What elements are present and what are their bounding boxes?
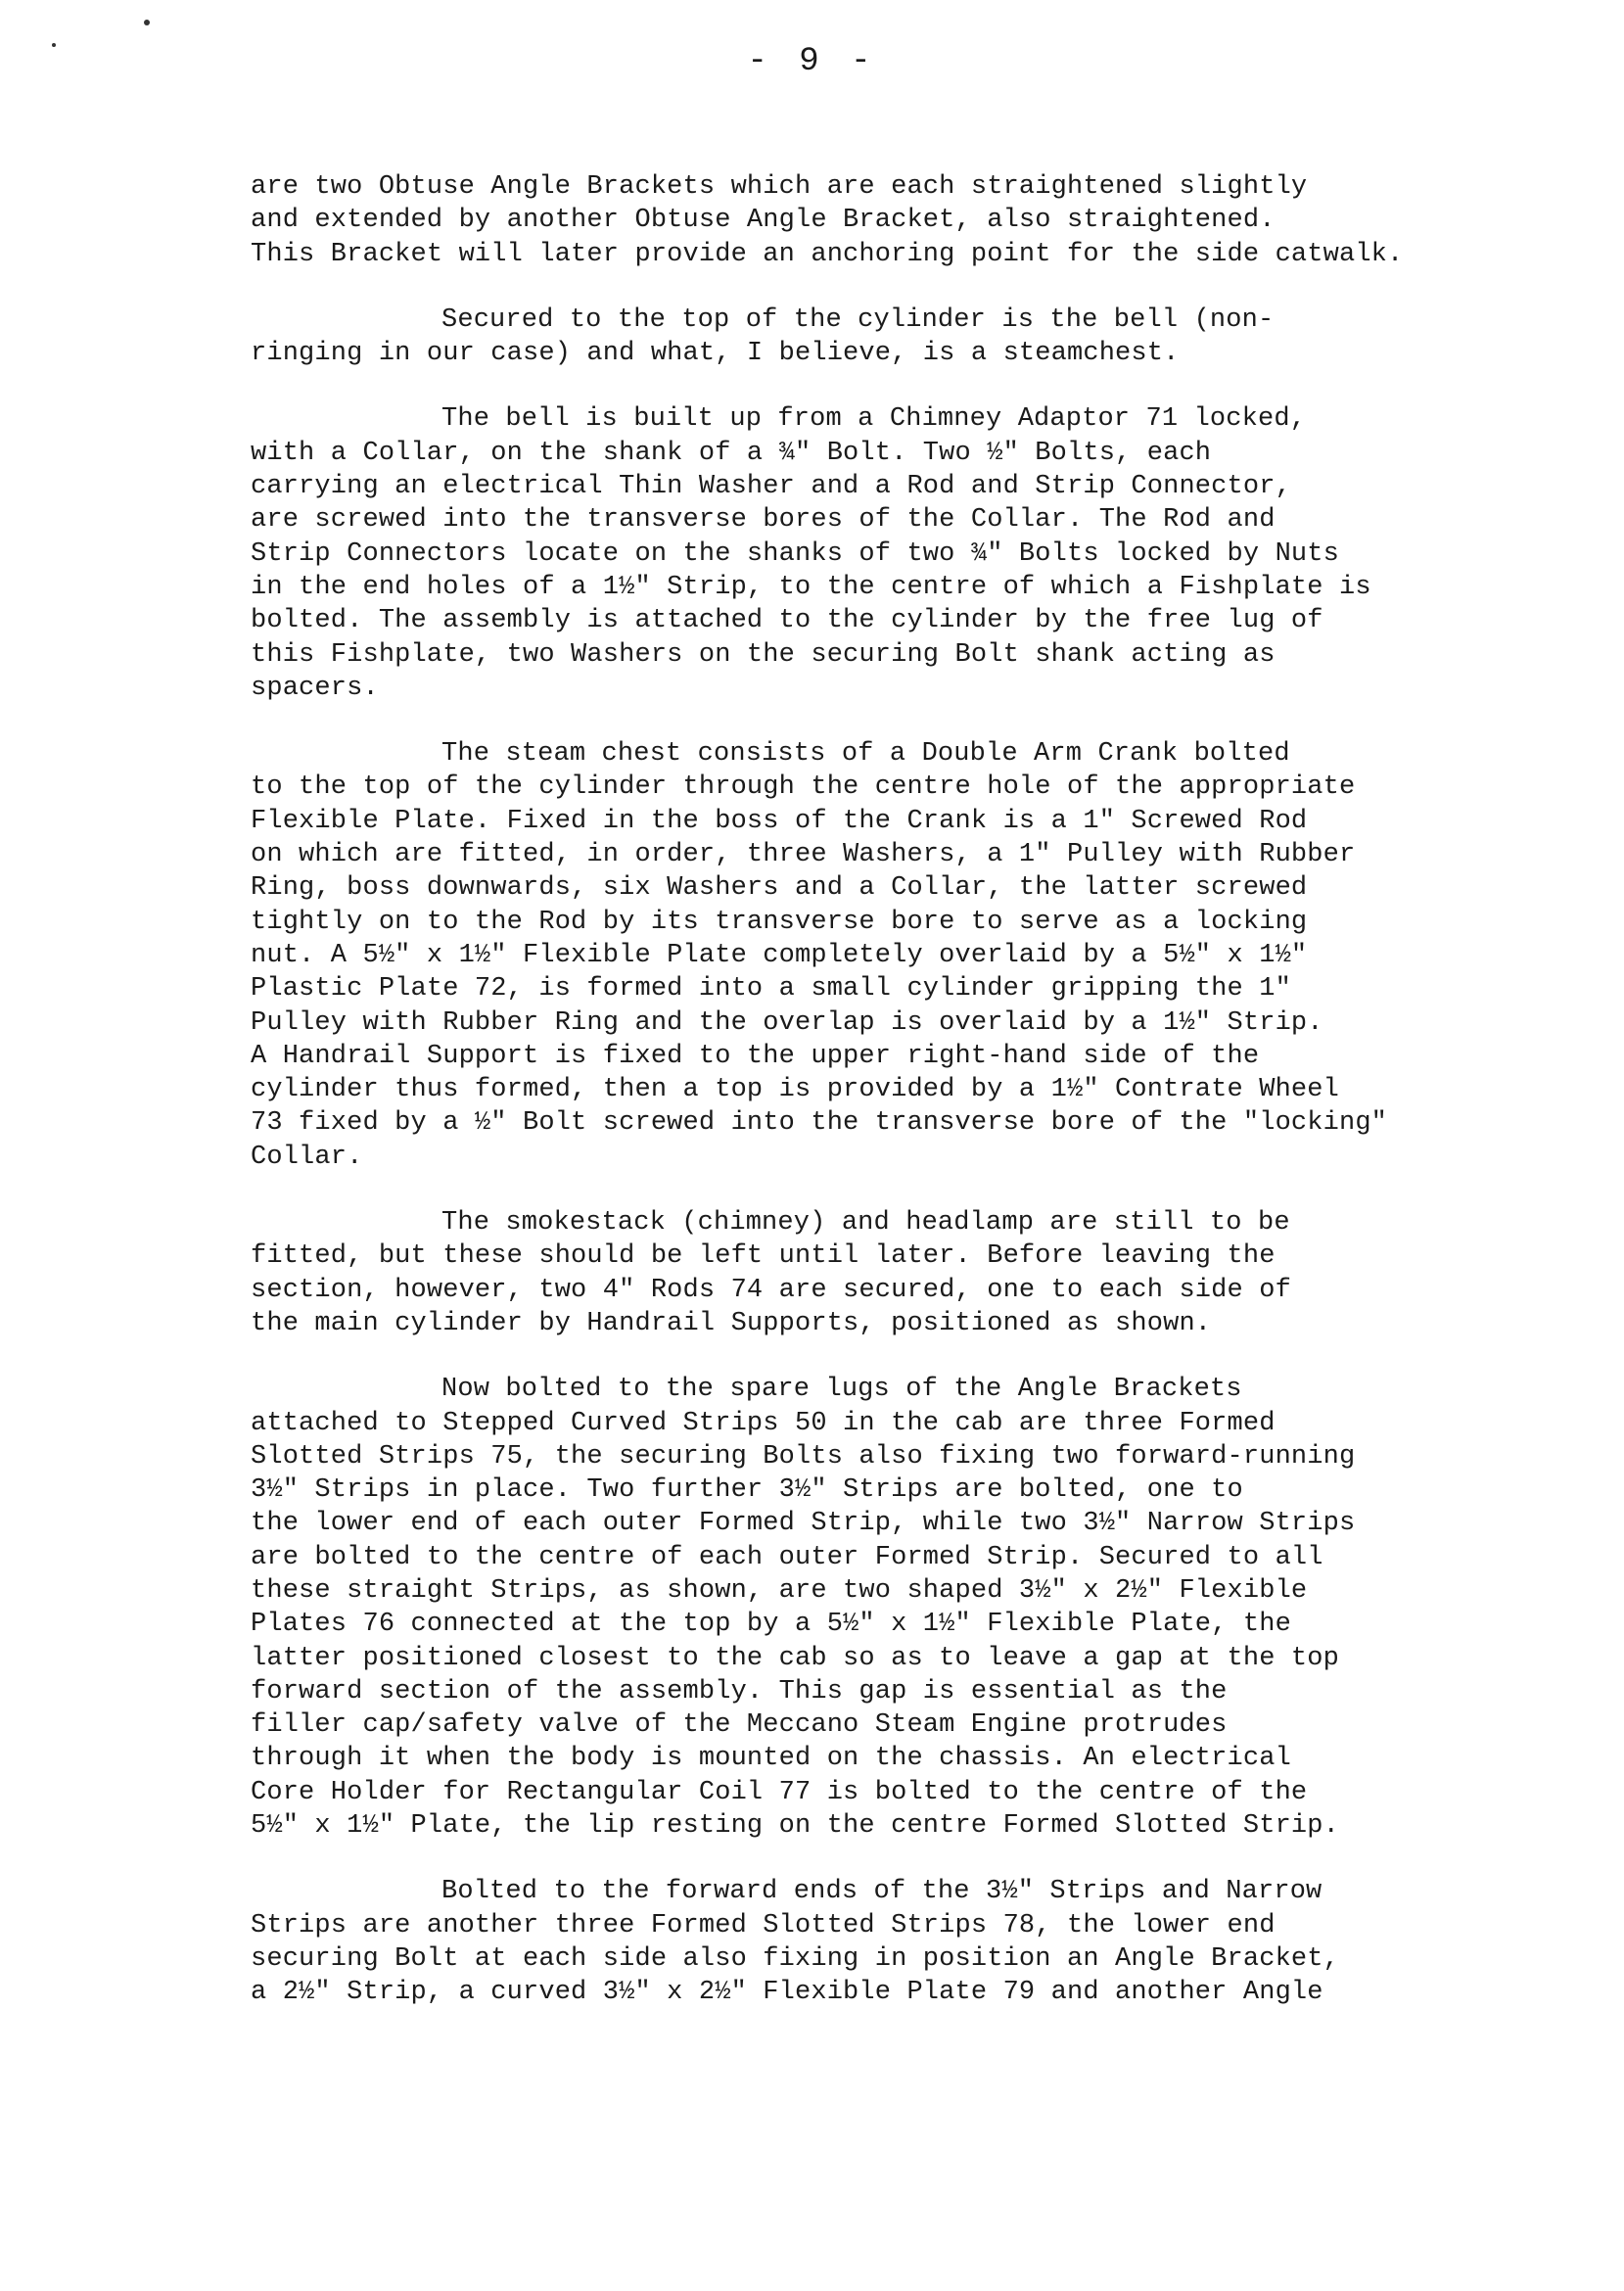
scan-speck — [144, 20, 150, 25]
paragraph: The steam chest consists of a Double Arm Crank bolted to the top of the cylinder through the centre hole of the appropriate Flexible Plate. Fixed in the boss of the Crank is a 1" Screwed Rod on which are fitted, in order, three Washers, a 1" Pulley with Rubber Ring, boss downwards, six Washers and a Collar, the latter screwed tightly on to the Rod by its transverse bore to serve as a locking nut. A 5½" x 1½" Flexible Plate completely overlaid by a 5½" x 1½" Plastic Plate 72, is formed into a small cylinder gripping the 1" Pulley with Rubber Ring and the overlap is overlaid by a 1½" Strip. A Handrail Support is fixed to the upper right-hand side of the cylinder thus formed, then a top is provided by a 1½" Contrate Wheel 73 fixed by a ½" Bolt screwed into the transverse bore of the "locking" Collar. — [251, 739, 1388, 1172]
body-text — [251, 170, 1523, 2042]
paragraph: Now bolted to the spare lugs of the Angle Brackets attached to Stepped Curved Strips 50 in the cab are three Formed Slotted Strips 75, the securing Bolts also fixing two forward-running 3½" Strips in place. Two further 3½" Strips are bolted, one to the lower end of each outer Formed Strip, while two 3½" Narrow Strips are bolted to the centre of each outer Formed Strip. Secured to all these straight Strips, as shown, are two shaped 3½" x 2½" Flexible Plates 76 connected at the top by a 5½" x 1½" Flexible Plate, the latter positioned closest to the cab so as to leave a gap at the top forward section of the assembly. This gap is essential as the filler cap/safety valve of the Meccano Steam Engine protrudes through it when the body is mounted on the chassis. An electrical Core Holder for Rectangular Coil 77 is bolted to the centre of the 5½" x 1½" Plate, the lip resting on the centre Formed Slotted Strip. — [251, 1375, 1356, 1842]
paragraph: are two Obtuse Angle Brackets which are each straightened slightly and extended by another Obtuse Angle Bracket, also straightened. This Bracket will later provide an anchoring point for the side catwalk. — [251, 172, 1404, 269]
paragraph: Secured to the top of the cylinder is the bell (non- ringing in our case) and what, I believe, is a steamchest. — [251, 304, 1275, 369]
paragraph: The bell is built up from a Chimney Adaptor 71 locked, with a Collar, on the shank of a ¾" Bolt. Two ½" Bolts, each carrying an electrical Thin Washer and a Rod and Strip Connector, are screwed into the transverse bores of the Collar. The Rod and Strip Connectors locate on the shanks of two ¾" Bolts locked by Nuts in the end holes of a 1½" Strip, to the centre of which a Fishplate is bolted. The assembly is attached to the cylinder by the free lug of this Fishplate, two Washers on the securing Bolt shank acting as spacers. — [251, 404, 1371, 703]
page-number: - 9 - — [747, 43, 877, 80]
paragraph: The smokestack (chimney) and headlamp are still to be fitted, but these should be left until later. Before leaving the section, however, two 4" Rods 74 are secured, one to each side of the main cylinder by Handrail Supports, positioned as shown. — [251, 1208, 1291, 1338]
paragraph: Bolted to the forward ends of the 3½" Strips and Narrow Strips are another three Formed Slotted Strips 78, the lower end securing Bolt at each side also fixing in position an Angle Bracket, a 2½" Strip, a curved 3½" x 2½" Flexible Plate 79 and another Angle — [251, 1877, 1339, 2008]
